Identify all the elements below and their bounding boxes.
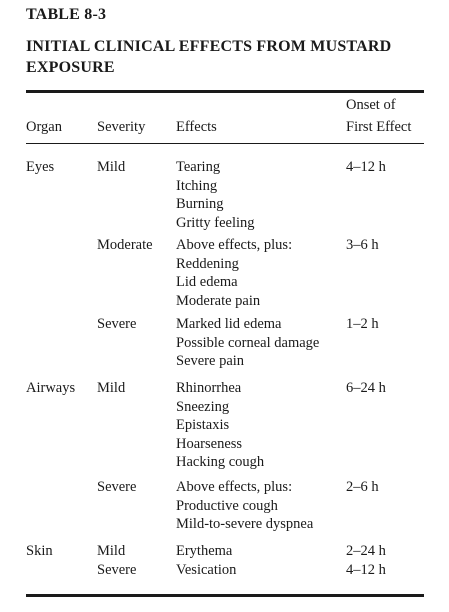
effect-line: Reddening [176,255,239,272]
header-rule [26,143,424,144]
onset-cell: 1–2 h [346,316,379,332]
onset-cell: 6–24 h [346,380,386,396]
effect-line: Mild-to-severe dyspnea [176,516,314,532]
header-onset-line2: First Effect [346,119,412,135]
table-number: TABLE 8-3 [26,6,107,23]
effect-line: Lid edema [176,274,238,290]
onset-cell: 2–6 h [346,479,379,495]
organ-cell: Eyes [26,159,55,175]
effect-line: Rhinorrhea [176,380,242,396]
organ-cell: Airways [26,380,76,396]
severity-cell: Severe [97,316,137,332]
bottom-rule [26,594,424,597]
effect-line: Severe pain [176,353,245,369]
severity-cell: Moderate [97,237,153,253]
header-effects: Effects [176,119,217,135]
effect-line: Erythema [176,543,233,559]
severity-cell: Mild [97,159,126,175]
table-title: INITIAL CLINICAL EFFECTS FROM MUSTARD EXPOSURE [26,38,392,76]
effect-line: Vesication [176,562,237,578]
onset-cell: 2–24 h [346,543,386,559]
severity-cell: Severe [97,562,137,578]
effect-line: Gritty feeling [176,214,255,231]
header-onset-line1: Onset of [346,97,396,113]
top-rule [26,90,424,93]
effect-line: Hacking cough [176,454,265,470]
effect-line: Itching [176,177,218,194]
effect-line: Sneezing [176,398,230,415]
severity-cell: Mild [97,380,126,396]
header-organ: Organ [26,119,62,135]
effect-line: Hoarseness [176,435,243,452]
effect-line: Moderate pain [176,292,261,309]
header-severity: Severity [97,119,146,135]
severity-cell: Mild [97,543,126,559]
effect-line: Possible corneal damage [176,334,320,351]
effect-line: Epistaxis [176,417,230,433]
organ-cell: Skin [26,543,53,559]
effect-line: Tearing [176,159,221,175]
severity-cell: Severe [97,479,137,495]
onset-cell: 3–6 h [346,237,379,253]
effect-line: Productive cough [176,497,278,514]
onset-cell: 4–12 h [346,562,386,578]
effect-line: Above effects, plus: [176,237,293,253]
effect-line: Marked lid edema [176,316,282,332]
onset-cell: 4–12 h [346,159,386,175]
effect-line: Above effects, plus: [176,479,293,495]
effect-line: Burning [176,196,224,212]
